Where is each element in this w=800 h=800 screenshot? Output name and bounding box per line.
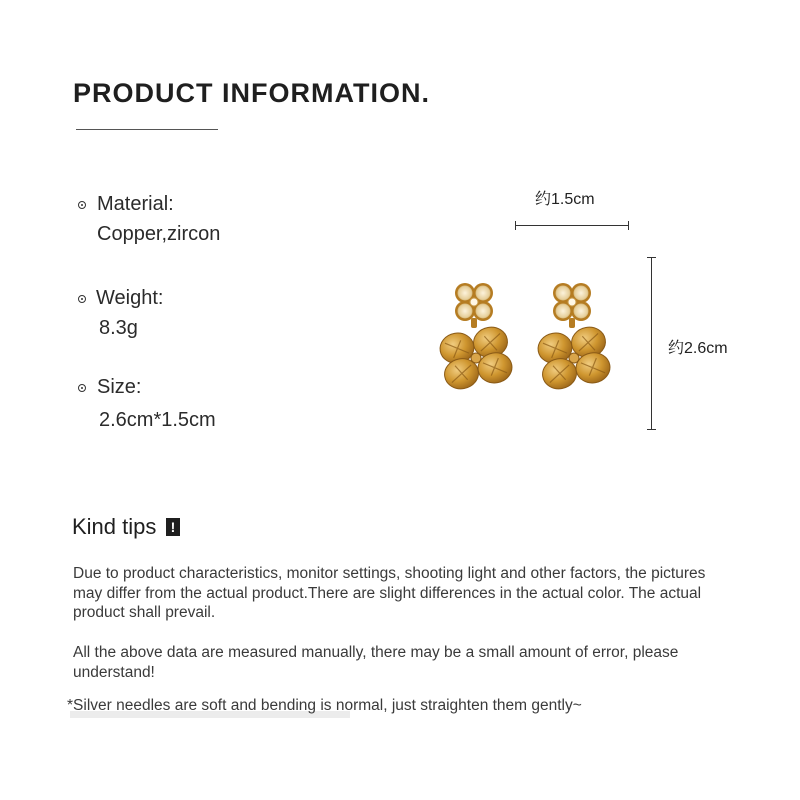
height-dimension-label: 约2.6cm [668,340,728,357]
spec-value-size: 2.6cm*1.5cm [99,409,216,431]
spec-value-material: Copper,zircon [97,223,221,245]
height-dimension-tick-top [647,257,656,258]
height-dimension-line [651,257,652,429]
width-dimension-label: 约1.5cm [535,191,595,208]
bullet-icon [78,384,86,392]
height-dimension-tick-bottom [647,429,656,430]
bullet-icon [78,295,86,303]
tips-paragraph-measurement: All the above data are measured manually, there may be a small amount of error, please understand! [73,644,679,681]
exclamation-icon: ! [166,518,180,536]
tips-paragraph-differences: Due to product characteristics, monitor settings, shooting light and other factors, the pictures may differ from the actual product.There are slight differences in the actual color. The actual product shall prevail. [73,565,706,621]
spec-value-weight: 8.3g [99,317,138,339]
spec-label-size: Size: [97,376,142,398]
tips-note-silver-needles: *Silver needles are soft and bending is normal, just straighten them gently~ [67,697,582,714]
page-title: PRODUCT INFORMATION. [73,78,430,108]
width-dimension-tick-right [628,221,629,230]
bullet-icon [78,201,86,209]
spec-label-weight: Weight: [96,287,164,309]
earrings-product-image [430,278,630,408]
kind-tips-heading: Kind tips [72,514,157,539]
title-underline [76,129,218,130]
width-dimension-line [515,225,629,226]
width-dimension-tick-left [515,221,516,230]
spec-label-material: Material: [97,193,174,215]
